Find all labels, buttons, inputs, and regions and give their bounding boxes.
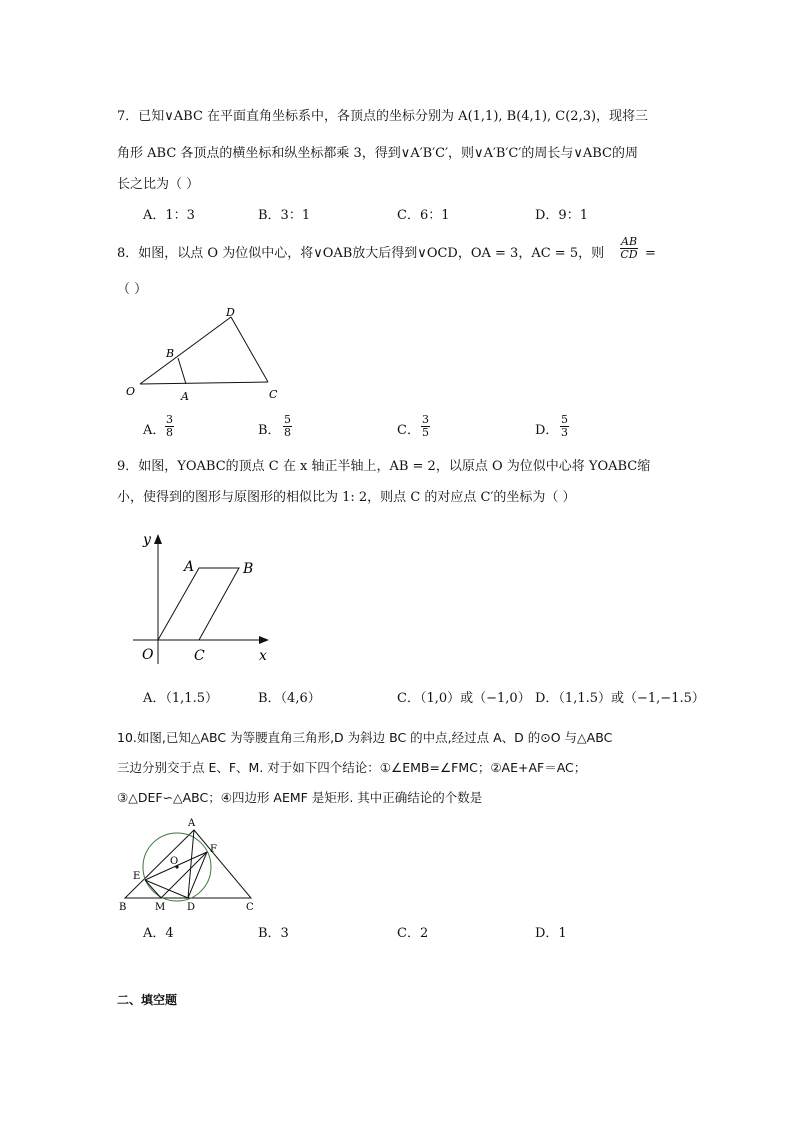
q8-option-d-fraction — [560, 414, 569, 439]
q10-label-d: D — [187, 902, 196, 913]
q8-segment-oc — [140, 382, 268, 384]
q7-option-a: A．1：3 — [143, 208, 195, 223]
q8-label-a: A — [181, 390, 189, 403]
q10-option-b: B．3 — [258, 926, 289, 941]
q9-label-o: O — [142, 647, 154, 663]
q9-option-b: B．（4,6） — [258, 691, 321, 706]
q9-parallelogram-oabc — [158, 568, 239, 640]
q9-label-x: x — [259, 648, 267, 664]
q8-equals: = — [645, 246, 656, 261]
q8-option-c-fraction — [421, 414, 430, 439]
q8-option-b-letter: B． — [258, 423, 281, 438]
q10-option-a: A．4 — [143, 926, 174, 941]
q8-option-d-num: 5 — [561, 413, 568, 426]
q8-line1: 8．如图，以点 O 为位似中心，将∨OAB放大后得到∨OCD，OA = 3，AC = 5，则 — [117, 246, 605, 261]
q10-segment-ad — [188, 830, 194, 898]
q8-ratio-numerator: AB — [621, 235, 638, 248]
q7-option-b: B．3：1 — [258, 208, 311, 223]
q8-label-b: B — [166, 347, 175, 360]
q8-segment-od — [140, 317, 231, 384]
q10-figure — [115, 814, 265, 914]
q10-segment-em — [145, 880, 161, 898]
q9-y-axis-arrow — [154, 534, 162, 544]
q8-label-d: D — [226, 306, 235, 319]
q8-label-c: C — [269, 388, 278, 401]
q9-line2: 小，使得到的图形与原图形的相似比为 1: 2，则点 C 的对应点 C′的坐标为（ ） — [117, 490, 576, 505]
q8-line2: （ ） — [117, 282, 148, 297]
q9-option-d: D．（1,1.5）或（−1,−1.5） — [535, 691, 705, 706]
q9-option-a: A．（1,1.5） — [143, 691, 218, 706]
q7-line1: 7．已知∨ABC 在平面直角坐标系中，各顶点的坐标分别为 A(1,1), B(4,1), C(2,3)，现将三 — [117, 109, 649, 124]
q8-option-d-letter: D． — [535, 423, 559, 438]
q10-segment-mf — [161, 852, 207, 898]
q10-line1: 10.如图,已知△ABC 为等腰直角三角形,D 为斜边 BC 的中点,经过点 A、D 的⊙O 与△ABC — [117, 730, 613, 745]
q10-label-c: C — [246, 902, 254, 913]
q9-line1: 9．如图，YOABC的顶点 C 在 x 轴正半轴上，AB = 2，以原点 O 为位似中心将 YOABC缩 — [117, 459, 651, 474]
q8-option-b-den: 8 — [284, 426, 291, 439]
q10-line2: 三边分别交于点 E、F、M. 对于如下四个结论：①∠EMB=∠FMC；②AE+AF＝AC； — [117, 760, 587, 775]
q10-label-e: E — [133, 871, 141, 882]
q8-option-c-num: 3 — [422, 413, 429, 426]
q9-label-a: A — [184, 559, 195, 575]
q8-option-a-letter: A． — [143, 423, 166, 438]
q10-label-f: F — [210, 844, 217, 855]
q8-ratio-fraction — [620, 236, 638, 261]
q10-label-b: B — [119, 902, 127, 913]
q10-label-m: M — [155, 902, 166, 913]
q7-option-d: D．9：1 — [535, 208, 588, 223]
q8-ratio-denominator: CD — [620, 248, 638, 261]
q7-line3: 长之比为（ ） — [117, 177, 200, 192]
q8-option-a-fraction — [165, 414, 174, 439]
q8-option-b-fraction — [283, 414, 292, 439]
q8-segment-dc — [231, 317, 268, 382]
q7-line2: 角形 ABC 各顶点的横坐标和纵坐标都乘 3，得到∨A′B′C′，则∨A′B′C′的周长与∨ABC的周 — [117, 146, 638, 161]
q10-line3: ③△DEF∽△ABC；④四边形 AEMF 是矩形. 其中正确结论的个数是 — [117, 790, 483, 805]
q9-label-c: C — [194, 648, 205, 664]
q9-label-b: B — [243, 561, 254, 577]
q9-option-c: C．（1,0）或（−1,0） — [397, 691, 531, 706]
q10-option-c: C．2 — [397, 926, 429, 941]
q8-label-o: O — [126, 385, 136, 398]
q8-segment-ba — [178, 358, 186, 384]
section-title: 二、填空题 — [117, 993, 178, 1007]
q8-option-c-letter: C． — [397, 423, 420, 438]
q10-option-d: D．1 — [535, 926, 567, 941]
q8-option-d-den: 3 — [561, 426, 568, 439]
q10-label-o: O — [170, 856, 179, 867]
q10-triangle-abc — [125, 830, 251, 898]
q8-option-a-den: 8 — [166, 426, 173, 439]
q8-figure — [120, 300, 290, 410]
q8-option-a-num: 3 — [166, 413, 173, 426]
q8-option-c-den: 5 — [422, 426, 429, 439]
q8-option-b-num: 5 — [284, 413, 291, 426]
q9-figure — [125, 524, 285, 674]
q10-label-a: A — [188, 818, 196, 829]
q9-label-y: y — [143, 532, 151, 548]
q9-x-axis-arrow — [259, 636, 269, 644]
q7-option-c: C．6：1 — [397, 208, 450, 223]
